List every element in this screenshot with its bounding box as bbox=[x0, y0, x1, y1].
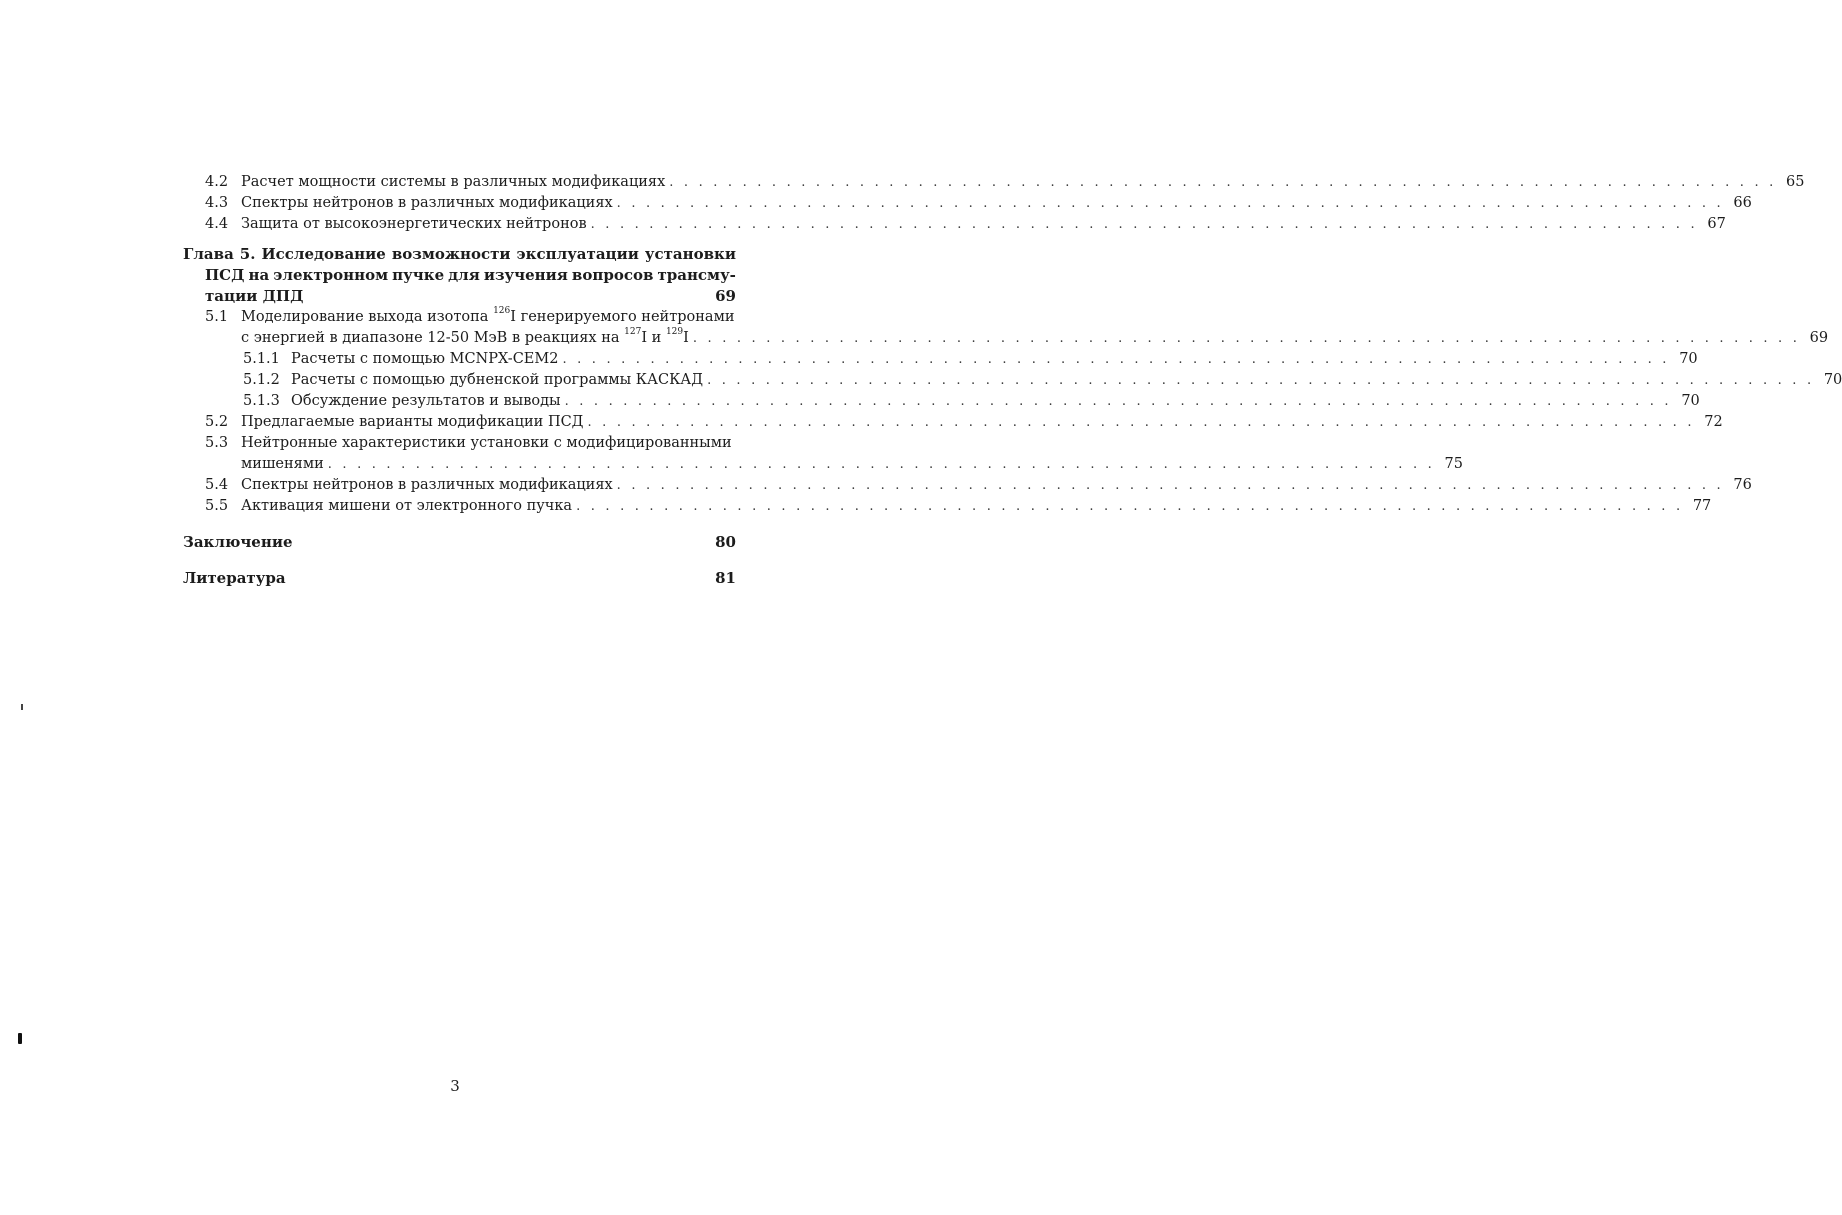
leader-dots bbox=[558, 349, 1669, 370]
toc-entry-title: Защита от высокоэнергетических нейтронов bbox=[241, 216, 587, 232]
toc-entry-title-line-1: Моделирование выхода изотопа $^{126}$I генерируемого нейтронами bbox=[241, 306, 735, 325]
leader-dots bbox=[587, 214, 1698, 235]
toc-chapter-5[interactable] bbox=[183, 244, 736, 307]
scan-mark bbox=[21, 704, 23, 710]
chapter-title-line-1: Глава 5. Исследование возможности эксплуатации установки bbox=[183, 245, 736, 263]
toc-entry-page: 67 bbox=[1707, 216, 1726, 232]
toc-entry-4-4[interactable] bbox=[183, 214, 1726, 235]
toc-entry-title: Спектры нейтронов в различных модификациях bbox=[241, 477, 613, 493]
toc-section-page: 81 bbox=[715, 569, 736, 587]
toc-entry-number: 5.1 bbox=[205, 309, 229, 325]
toc-entry-page: 70 bbox=[1679, 351, 1698, 367]
toc-entry-page: 76 bbox=[1733, 477, 1752, 493]
toc-entry-number: 4.3 bbox=[205, 195, 229, 211]
toc-entry-number: 5.4 bbox=[205, 477, 229, 493]
toc-entry-title-line-2: мишенями bbox=[241, 456, 324, 472]
leader-dots bbox=[613, 193, 1724, 214]
toc-entry-title: Предлагаемые варианты модификации ПСД bbox=[241, 414, 584, 430]
toc-entry-title: Расчеты с помощью MCNPX-CEM2 bbox=[291, 351, 559, 367]
chapter-title-line-2: ПСД на электронном пучке для изучения вопросов трансму- bbox=[205, 266, 736, 284]
scan-mark bbox=[18, 1033, 22, 1044]
page-number: 3 bbox=[450, 1077, 460, 1095]
toc-entry-title-line-1: Нейтронные характеристики установки с модифицированными bbox=[241, 435, 732, 451]
toc-entry-4-3[interactable] bbox=[183, 193, 1752, 214]
toc-entry-number: 5.1.2 bbox=[243, 372, 280, 388]
toc-entry-5-1[interactable] bbox=[183, 307, 736, 328]
toc-entry-5-5[interactable] bbox=[183, 496, 1712, 517]
table-of-contents bbox=[183, 172, 1842, 589]
toc-section-title: Литература bbox=[183, 569, 286, 587]
toc-entry-5-2[interactable] bbox=[183, 412, 1723, 433]
toc-entry-title: Спектры нейтронов в различных модификациях bbox=[241, 195, 613, 211]
toc-literature[interactable] bbox=[183, 568, 736, 589]
chapter-title-line-3 bbox=[183, 286, 736, 307]
toc-entry-number: 5.5 bbox=[205, 498, 229, 514]
toc-entry-title-line-2: с энергией в диапазоне 12-50 МэВ в реакциях на $^{127}$I и $^{129}$I bbox=[241, 327, 689, 346]
leader-dots bbox=[689, 328, 1800, 349]
leader-dots bbox=[324, 454, 1435, 475]
leader-dots bbox=[613, 475, 1724, 496]
toc-entry-page: 77 bbox=[1692, 498, 1712, 514]
toc-entry-page: 75 bbox=[1444, 456, 1463, 472]
chapter-title-end: тации ДПД bbox=[205, 287, 304, 305]
toc-entry-4-2[interactable] bbox=[183, 172, 1805, 193]
toc-entry-5-1-cont[interactable] bbox=[183, 327, 1829, 349]
leader-dots bbox=[572, 496, 1683, 517]
toc-entry-number: 4.4 bbox=[205, 216, 229, 232]
leader-dots bbox=[561, 391, 1672, 412]
toc-entry-page: 65 bbox=[1786, 174, 1805, 190]
toc-entry-5-4[interactable] bbox=[183, 475, 1752, 496]
toc-entry-number: 5.3 bbox=[205, 435, 229, 451]
toc-entry-page: 69 bbox=[1809, 330, 1829, 346]
toc-entry-5-3[interactable] bbox=[183, 433, 736, 454]
leader-dots bbox=[665, 172, 1776, 193]
toc-entry-5-1-3[interactable] bbox=[183, 391, 1700, 412]
toc-entry-number: 5.1.1 bbox=[243, 351, 280, 367]
toc-entry-number: 5.2 bbox=[205, 414, 229, 430]
leader-dots bbox=[583, 412, 1694, 433]
toc-section-page: 80 bbox=[715, 533, 736, 551]
toc-entry-number: 4.2 bbox=[205, 174, 229, 190]
toc-entry-page: 70 bbox=[1823, 372, 1842, 388]
toc-entry-page: 72 bbox=[1704, 414, 1723, 430]
toc-section-title: Заключение bbox=[183, 533, 293, 551]
toc-entry-5-1-2[interactable] bbox=[183, 370, 1842, 391]
toc-entry-number: 5.1.3 bbox=[243, 393, 280, 409]
toc-entry-page: 70 bbox=[1681, 393, 1700, 409]
toc-entry-page: 66 bbox=[1733, 195, 1752, 211]
toc-entry-title: Активация мишени от электронного пучка bbox=[241, 498, 573, 514]
toc-conclusion[interactable] bbox=[183, 532, 736, 553]
leader-dots bbox=[703, 370, 1814, 391]
toc-entry-title: Расчет мощности системы в различных модификациях bbox=[241, 174, 666, 190]
toc-entry-title: Расчеты с помощью дубненской программы КАСКАД bbox=[291, 372, 704, 388]
toc-entry-5-1-1[interactable] bbox=[183, 349, 1698, 370]
toc-entry-title: Обсуждение результатов и выводы bbox=[291, 393, 561, 409]
chapter-page: 69 bbox=[715, 287, 736, 305]
toc-entry-5-3-cont[interactable] bbox=[183, 454, 1463, 475]
